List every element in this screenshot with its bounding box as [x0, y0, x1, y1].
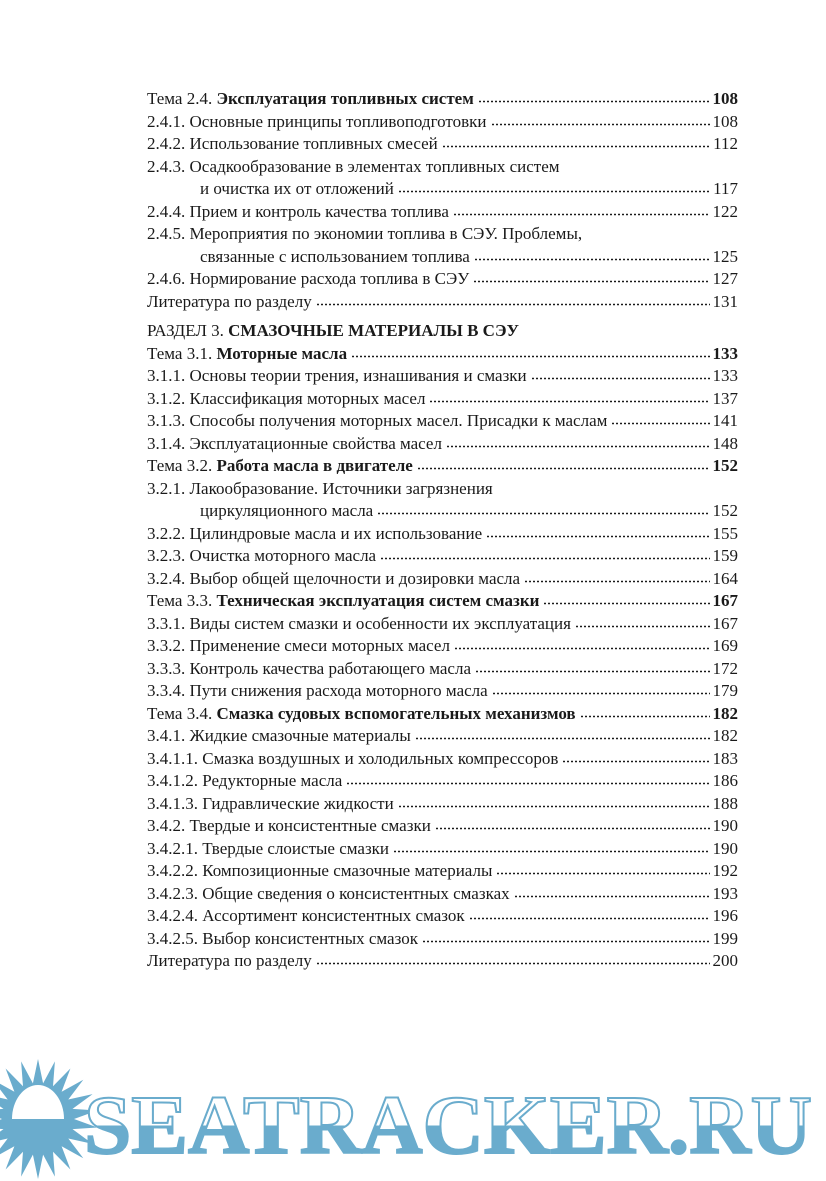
dot-leader [611, 422, 709, 425]
entry-title [147, 860, 492, 883]
page-number: 152 [712, 501, 738, 520]
toc-entry [147, 223, 738, 246]
toc-entry [147, 748, 738, 771]
dot-leader [514, 895, 710, 898]
toc-entry [147, 156, 738, 179]
entry-prefix: Тема 3.4. [147, 703, 217, 723]
entry-title [147, 838, 389, 861]
dot-leader [446, 445, 710, 448]
topic-entry [147, 455, 738, 478]
entry-title-text: 2.4.4. Прием и контроль качества топлива [147, 201, 449, 221]
page-number: 127 [712, 269, 738, 288]
page-number: 183 [712, 748, 738, 768]
entry-title-text: Литература по разделу [147, 951, 312, 970]
entry-title [147, 815, 431, 838]
page-number: 200 [712, 951, 738, 970]
toc-entry [147, 545, 738, 568]
page-number: 152 [712, 456, 738, 475]
page-number: 169 [712, 636, 738, 655]
dot-leader [543, 602, 709, 605]
toc-entry-continuation [147, 178, 738, 201]
toc-entry [147, 725, 738, 748]
page-number: 133 [712, 343, 738, 363]
toc-entry [147, 635, 738, 658]
toc-entry [147, 523, 738, 546]
toc-entry [147, 268, 738, 291]
page-number: 159 [712, 546, 738, 565]
dot-leader [475, 670, 710, 673]
entry-title-text: 2.4.2. Использование топливных смесей [147, 134, 438, 153]
page-number: 188 [712, 793, 738, 813]
entry-title [147, 455, 413, 478]
entry-title-text: 3.1.2. Классификация моторных масел [147, 388, 426, 408]
entry-title-text: 3.3.2. Применение смеси моторных масел [147, 636, 450, 655]
entry-prefix: Тема 3.1. [147, 343, 217, 363]
entry-title [147, 343, 347, 366]
entry-title [147, 410, 607, 433]
dot-leader [491, 123, 710, 126]
topic-entry [147, 703, 738, 726]
page-number: 190 [712, 816, 738, 835]
dot-leader [486, 535, 709, 538]
entry-title-text: 3.3.1. Виды систем смазки и особенности их эксплуатация [147, 613, 571, 633]
entry-prefix: РАЗДЕЛ 3. [147, 321, 229, 340]
entry-title [147, 905, 465, 928]
entry-title-text: Смазка судовых вспомогательных механизмов [216, 703, 576, 723]
entry-title-text: 3.2.1. Лакообразование. Источники загрязнения [147, 478, 493, 498]
entry-title-text: 3.3.4. Пути снижения расхода моторного масла [147, 681, 488, 700]
toc-entry [147, 478, 738, 501]
dot-leader [454, 647, 710, 650]
entry-title-text: 3.4.1. Жидкие смазочные материалы [147, 726, 411, 745]
dot-leader [524, 580, 709, 583]
entry-title [147, 433, 442, 456]
entry-title-text: 3.4.1.2. Редукторные масла [147, 771, 343, 790]
dot-leader [346, 782, 709, 785]
dot-leader [473, 280, 709, 283]
entry-prefix: Тема 3.2. [147, 456, 217, 475]
entry-title-text: 3.4.2.2. Композиционные смазочные материалы [147, 861, 493, 880]
entry-title [147, 201, 449, 224]
dot-leader [474, 258, 710, 261]
toc-entry-continuation [147, 246, 738, 269]
entry-title-text: СМАЗОЧНЫЕ МАТЕРИАЛЫ В СЭУ [228, 321, 519, 340]
entry-title [147, 950, 312, 973]
toc-entry [147, 838, 738, 861]
toc-entry [147, 883, 738, 906]
page-number: 167 [712, 613, 738, 633]
topic-entry [147, 88, 738, 111]
entry-title-text: 3.1.3. Способы получения моторных масел. Присадки к маслам [147, 411, 608, 430]
entry-title-text: 3.1.4. Эксплуатационные свойства масел [147, 433, 442, 453]
page-number: 190 [712, 838, 738, 858]
page-number: 131 [712, 291, 738, 311]
dot-leader [469, 917, 710, 920]
page-number: 193 [712, 883, 738, 903]
entry-title-text: Моторные масла [216, 343, 348, 363]
entry-title [147, 268, 469, 291]
page-number: 192 [712, 861, 738, 880]
entry-continuation: циркуляционного масла [200, 501, 374, 520]
entry-title [147, 703, 576, 726]
watermark-text: SEATRACKER.RU [84, 1079, 812, 1172]
entry-title [147, 133, 438, 156]
page-number: 172 [712, 658, 738, 678]
dot-leader [415, 737, 710, 740]
entry-title-text: Эксплуатация топливных систем [216, 89, 474, 108]
entry-title [147, 223, 582, 246]
entry-title [147, 748, 558, 771]
page-number: 117 [713, 179, 738, 198]
toc-entry [147, 613, 738, 636]
page-number: 155 [712, 523, 738, 543]
entry-title [147, 568, 520, 591]
entry-title [147, 883, 510, 906]
dot-leader [316, 962, 710, 965]
entry-title-text: 3.1.1. Основы теории трения, изнашивания и смазки [147, 366, 527, 385]
entry-title [147, 111, 487, 134]
entry-title [147, 320, 519, 343]
dot-leader [435, 827, 710, 830]
entry-title [147, 635, 450, 658]
entry-title-text: 3.4.2.3. Общие сведения о консистентных смазках [147, 883, 510, 903]
dot-leader [453, 213, 710, 216]
toc-entry [147, 860, 738, 883]
page-number: 186 [712, 771, 738, 790]
entry-title [147, 478, 493, 501]
entry-prefix: Тема 3.3. [147, 591, 217, 610]
toc-entry [147, 793, 738, 816]
entry-title-text: 3.4.1.3. Гидравлические жидкости [147, 793, 394, 813]
toc-entry [147, 950, 738, 973]
entry-title-text: Техническая эксплуатация систем смазки [216, 591, 540, 610]
toc-entry-continuation [147, 500, 738, 523]
entry-title [147, 770, 342, 793]
entry-title [147, 658, 471, 681]
dot-leader [417, 467, 710, 470]
toc-entry [147, 365, 738, 388]
toc-entry [147, 291, 738, 314]
entry-title-text: 3.4.2. Твердые и консистентные смазки [147, 816, 431, 835]
page-number: 125 [712, 246, 738, 266]
entry-title [147, 291, 312, 314]
toc-entry [147, 433, 738, 456]
dot-leader [422, 940, 710, 943]
page-number: 164 [712, 568, 738, 588]
entry-title [147, 365, 527, 388]
toc-entry [147, 928, 738, 951]
seatracker-watermark-logo [0, 1040, 826, 1181]
entry-title-text: 2.4.3. Осадкообразование в элементах топливных систем [147, 156, 560, 176]
entry-title-text: 3.4.2.5. Выбор консистентных смазок [147, 928, 418, 948]
entry-title-text: 3.3.3. Контроль качества работающего масла [147, 658, 471, 678]
toc-entry [147, 410, 738, 433]
dot-leader [580, 715, 710, 718]
topic-entry [147, 343, 738, 366]
dot-leader [478, 100, 710, 103]
dot-leader [575, 625, 710, 628]
entry-title [147, 928, 418, 951]
entry-title [147, 590, 539, 613]
page-number: 179 [712, 681, 738, 700]
entry-title-text: 3.4.2.1. Твердые слоистые смазки [147, 838, 390, 858]
dot-leader [351, 355, 709, 358]
dot-leader [429, 400, 709, 403]
dot-leader [377, 512, 709, 515]
dot-leader [496, 872, 709, 875]
table-of-contents [147, 88, 738, 973]
toc-entry [147, 815, 738, 838]
entry-title [147, 523, 482, 546]
dot-leader [398, 190, 710, 193]
dot-leader [393, 850, 709, 853]
dot-leader [492, 692, 710, 695]
toc-entry [147, 388, 738, 411]
section-heading [147, 320, 738, 343]
entry-title-text: 2.4.6. Нормирование расхода топлива в СЭУ [147, 269, 470, 288]
entry-title-text: Работа масла в двигателе [216, 456, 413, 475]
topic-entry [147, 590, 738, 613]
page-number: 108 [712, 111, 738, 131]
page-number: 122 [712, 201, 738, 221]
entry-title-text: 2.4.5. Мероприятия по экономии топлива в СЭУ. Проблемы, [147, 224, 583, 243]
entry-title [147, 613, 571, 636]
page-number: 112 [713, 134, 738, 153]
entry-title [147, 388, 425, 411]
entry-title-text: Литература по разделу [147, 291, 312, 311]
page-number: 182 [712, 726, 738, 745]
sun-icon [0, 1059, 97, 1179]
page-number: 199 [712, 928, 738, 948]
page-number: 141 [712, 411, 738, 430]
entry-title-text: 3.4.2.4. Ассортимент консистентных смазок [147, 906, 465, 925]
toc-entry [147, 568, 738, 591]
toc-entry [147, 658, 738, 681]
entry-title [147, 725, 411, 748]
entry-title [147, 680, 488, 703]
page-number: 148 [712, 433, 738, 453]
toc-entry [147, 905, 738, 928]
entry-title-text: 3.2.3. Очистка моторного масла [147, 546, 377, 565]
entry-prefix: Тема 2.4. [147, 89, 217, 108]
entry-title [147, 88, 474, 111]
page-number: 167 [712, 591, 738, 610]
entry-title-text: 3.2.4. Выбор общей щелочности и дозировки масла [147, 568, 521, 588]
entry-title [147, 793, 394, 816]
toc-entry [147, 111, 738, 134]
entry-title [147, 156, 560, 179]
toc-entry [147, 201, 738, 224]
entry-title-text: 2.4.1. Основные принципы топливоподготовки [147, 111, 487, 131]
toc-entry [147, 133, 738, 156]
page-number: 137 [712, 388, 738, 408]
toc-entry [147, 770, 738, 793]
dot-leader [398, 805, 710, 808]
page-number: 133 [712, 366, 738, 385]
page-number: 196 [712, 906, 738, 925]
entry-title [147, 545, 376, 568]
toc-entry [147, 680, 738, 703]
page-number: 108 [712, 89, 738, 108]
dot-leader [442, 145, 710, 148]
dot-leader [316, 303, 710, 306]
entry-continuation: и очистка их от отложений [200, 179, 394, 198]
dot-leader [531, 377, 710, 380]
entry-continuation: связанные с использованием топлива [200, 246, 470, 266]
entry-title-text: 3.4.1.1. Смазка воздушных и холодильных компрессоров [147, 748, 559, 768]
dot-leader [562, 760, 709, 763]
page-number: 182 [712, 703, 738, 723]
entry-title-text: 3.2.2. Цилиндровые масла и их использование [147, 523, 483, 543]
dot-leader [380, 557, 709, 560]
